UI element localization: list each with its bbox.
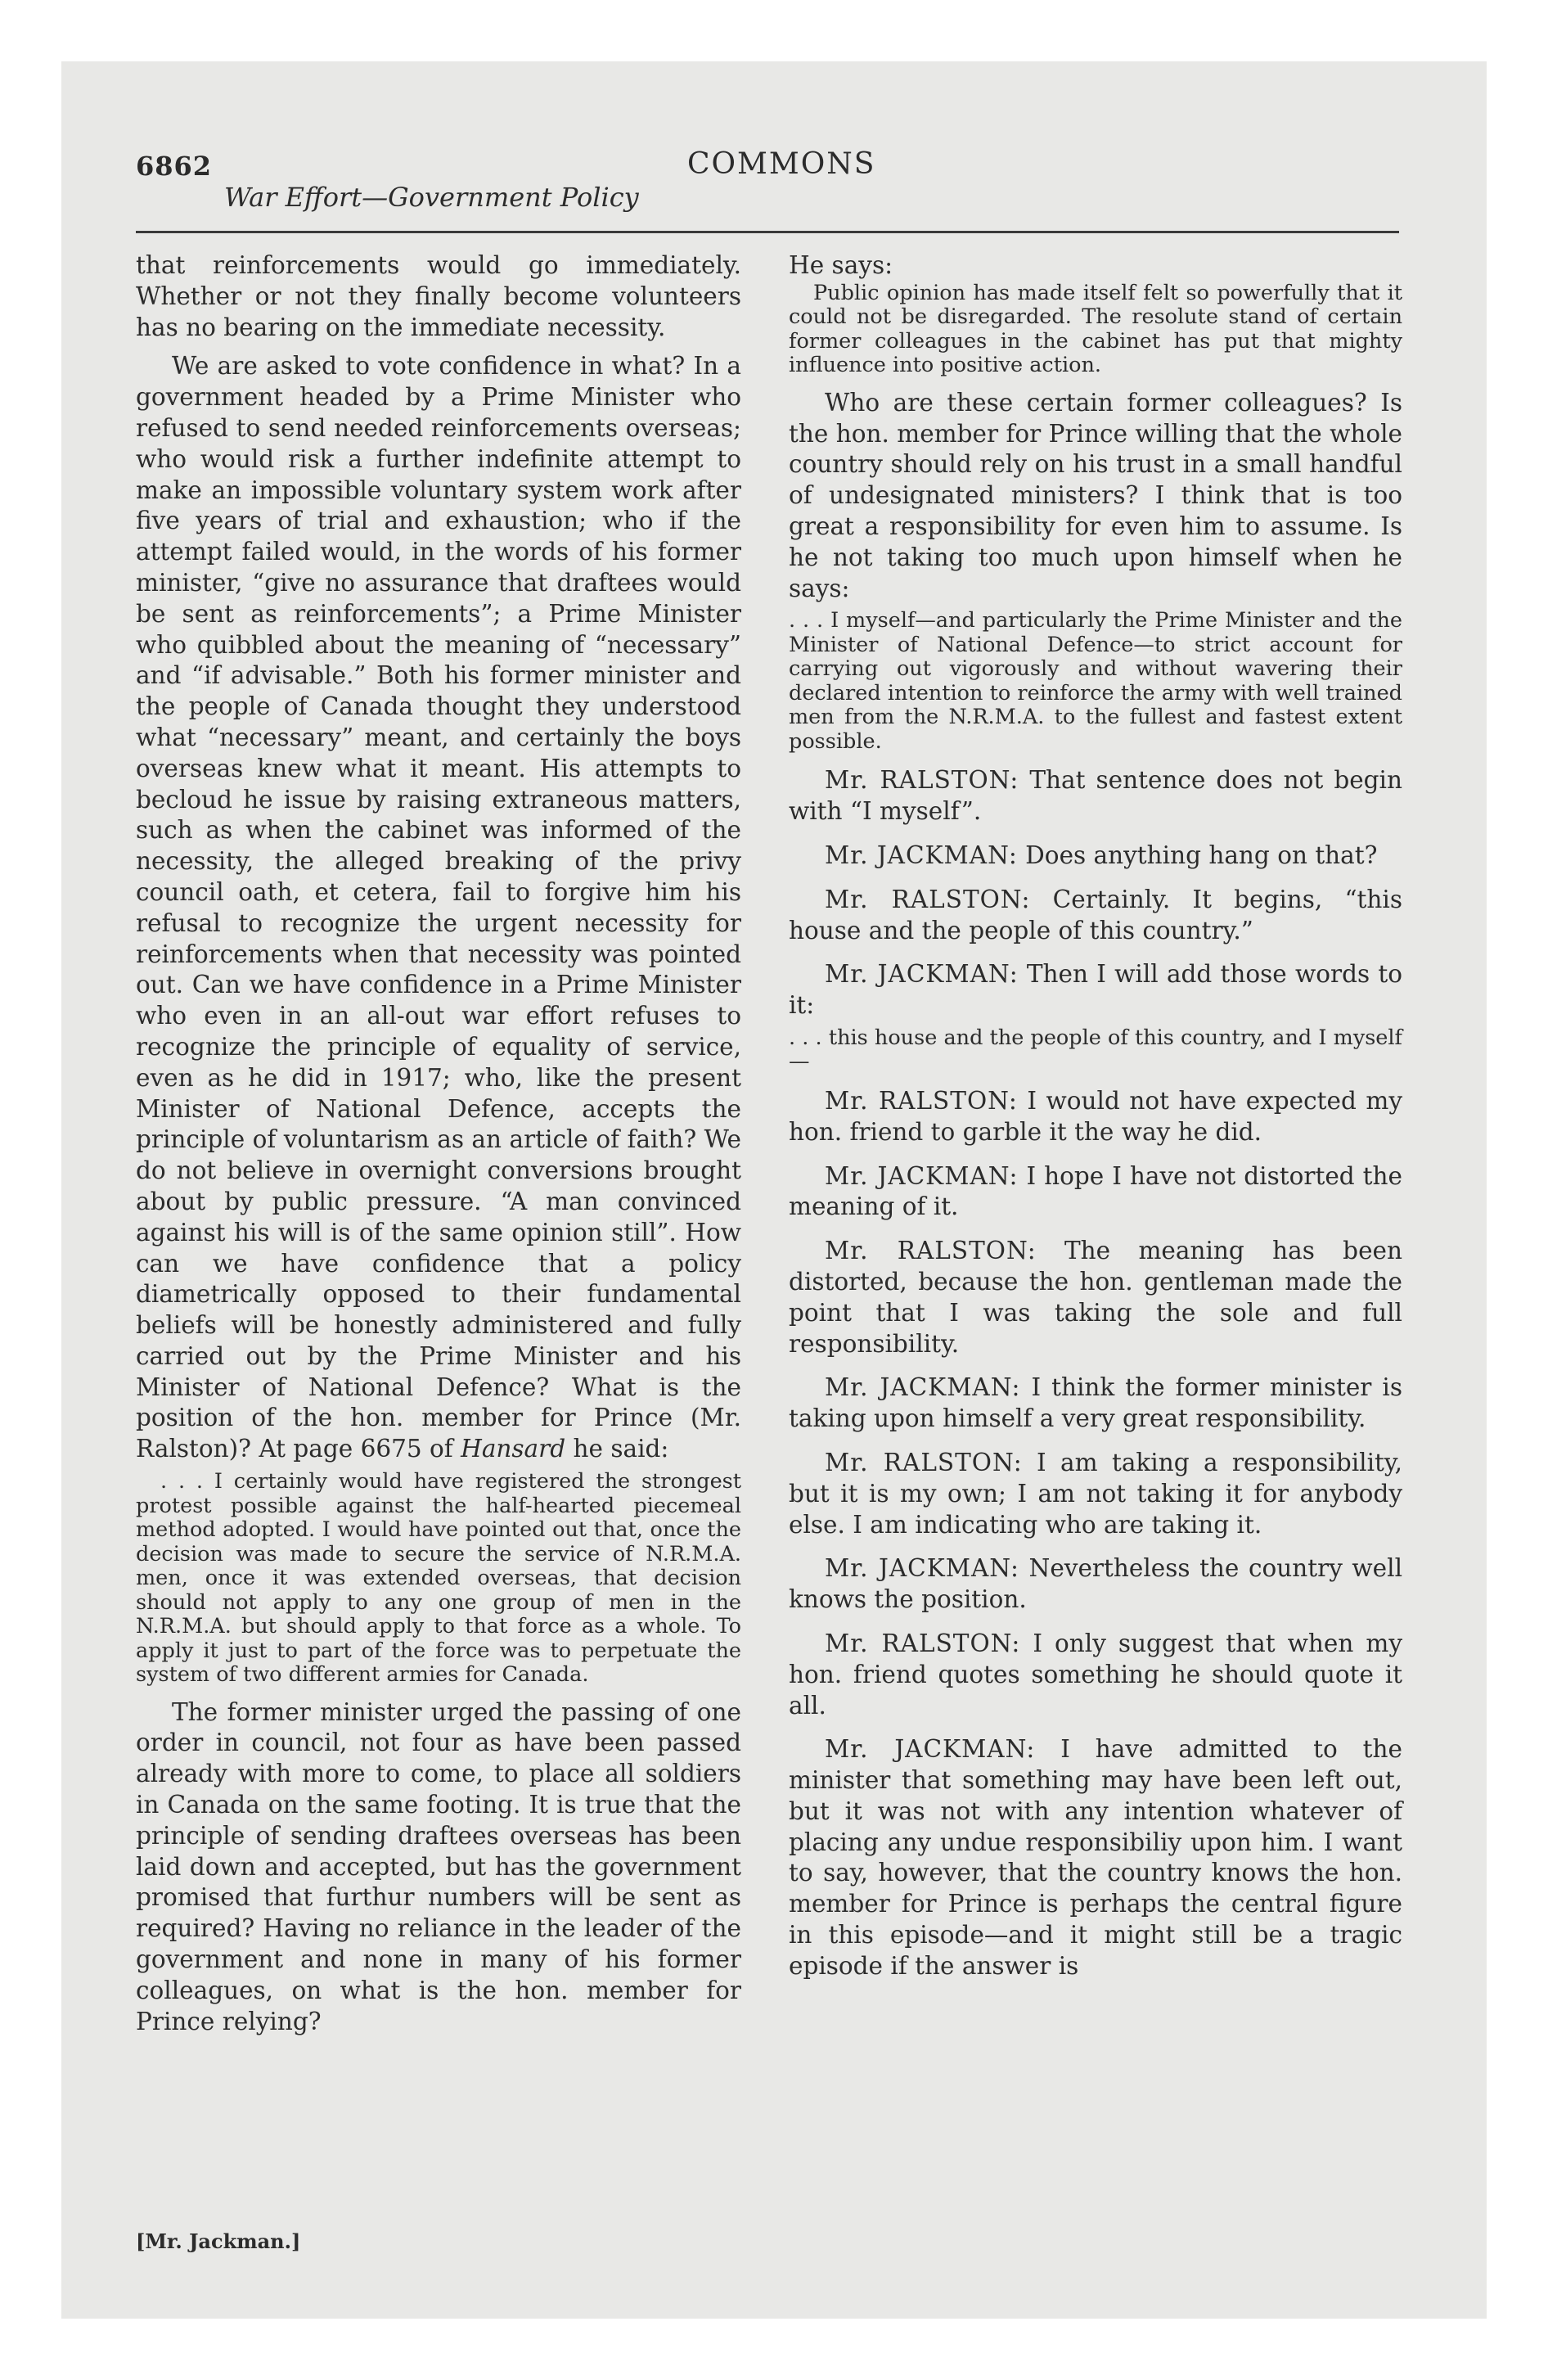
running-title: War Effort—Government Policy [224,182,639,213]
speaker-name: Mr. JACKMAN: [825,1373,1021,1402]
paragraph [136,351,741,1465]
house-name: COMMONS [687,147,876,181]
speech [789,1373,1402,1435]
speaker-name: Mr. RALSTON: [825,1086,1018,1115]
paragraph-text-end: he said: [565,1435,669,1463]
speech-text: Nevertheless the country well knows the position. [789,1554,1402,1614]
block-quote: . . . this house and the people of this country, and I myself— [789,1025,1402,1075]
speaker-name: Mr. RALSTON: [825,885,1031,913]
speech-text: The meaning has been distorted, because the hon. gentleman made the point that I was taking the sole and full responsibility. [789,1237,1402,1358]
speaker-footer: [Mr. Jackman.] [136,2229,301,2253]
paragraph: He says: [789,251,893,279]
speaker-name: Mr. JACKMAN: [825,841,1018,869]
speech [789,959,1402,1021]
speech [789,1734,1402,1981]
speech [789,1553,1402,1616]
speaker-name: Mr. JACKMAN: [825,1554,1019,1583]
speech [789,1448,1402,1540]
right-column [789,250,1402,1995]
speech-text: That sentence does not begin with “I myself”. [789,766,1402,826]
speech-text: I have admitted to the minister that something may have been left out, but it was not with any intention whatever of placing any undue responsibiliy upon him. I want to say, however, that the country knows the hon. member for Prince is perhaps the central figure in this episode—and it might still be a tragic episode if the answer is [789,1735,1402,1980]
speaker-name: Mr. JACKMAN: [825,1161,1019,1190]
speaker-name: Mr. JACKMAN: [825,960,1019,989]
paragraph: Who are these certain former colleagues? Is the hon. member for Prince willing that the whole country should rely on his trust in a small handful of undesignated ministers? I think that is too great a responsibility for even him to assume. Is he not taking too much upon himself when he says: [789,388,1402,602]
speech [789,1086,1402,1148]
page-number: 6862 [136,151,213,182]
speech-text: Does anything hang on that? [1017,841,1378,869]
speech [789,1161,1402,1224]
left-column [136,250,741,2037]
paragraph-text: We are asked to vote confidence in what? In a government headed by a Prime Minister who refused to send needed reinforcements overseas; who would risk a further indefinite attempt to make an impossible voluntary system work after five years of trial and exhaustion; who if the attempt failed would, in the words of his former minister, “give no assurance that draftees would be sent as reinforcements”; a Prime Minister who quibbled about the meaning of “necessary” and “if advisable.” Both his former minister and the people of Canada thought they understood what “necessary” meant, and certainly the boys overseas knew what it meant. His attempts to becloud he issue by raising extraneous matters, such as when the cabinet was informed of the necessity, the alleged breaking of the privy council oath, et cetera, fail to forgive him his refusal to recognize the urgent necessity for reinforcements when that necessity was pointed out. Can we have confidence in a Prime Minister who even in an all-out war effort refuses to recognize the principle of equality of service, even as he did in 1917; who, like the present Minister of National Defence, accepts the principle of voluntarism as an article of faith? We do not believe in overnight conversions brought about by public pressure. “A man convinced against his will is of the same opinion still”. How can we have confidence that a policy diametrically opposed to their fundamental beliefs will be honestly administered and fully carried out by the Prime Minister and his Minister of National Defence? What is the position of the hon. member for Prince (Mr. Ralston)? At page 6675 of [136,352,741,1463]
speech [789,765,1402,827]
speaker-name: Mr. RALSTON: [825,766,1019,795]
paragraph: The former minister urged the passing of one order in council, not four as have been passed already with more to come, to place all soldiers in Canada on the same footing. It is true that the principle of sending draftees overseas has been laid down and accepted, but has the government promised that furthur numbers will be sent as required? Having no reliance in the leader of the government and none in many of his former colleagues, on what is the hon. member for Prince relying? [136,1697,741,2035]
block-quote: . . . I certainly would have registered the strongest protest possible against the half-hearted piecemeal method adopted. I would have pointed out that, once the decision was made to secure the service of N.R.M.A. men, once it was extended overseas, that decision should not apply to any one group of men in the N.R.M.A. but should apply to that force as a whole. To apply it just to part of the force was to perpetuate the system of two different armies for Canada. [136,1469,741,1688]
speaker-name: Mr. RALSTON: [825,1448,1023,1476]
block-quote: Public opinion has made itself felt so powerfully that it could not be disregarded. The resolute stand of certain former colleagues in the cabinet has put that mighty influence into positive action. [789,280,1402,378]
speech [789,841,1402,872]
speaker-name: Mr. JACKMAN: [825,1735,1036,1764]
speech-text: I would not have expected my hon. friend to garble it the way he did. [789,1086,1402,1146]
speaker-name: Mr. RALSTON: [825,1237,1037,1265]
speech-text: I am taking a responsibility, but it is my own; I am not taking it for anybody else. I am indicating who are taking it. [789,1448,1402,1539]
speech [789,1236,1402,1359]
speech-text: I think the former minister is taking upon himself a very great responsibility. [789,1373,1402,1433]
speech-text: Then I will add those words to it: [789,960,1402,1020]
speech [789,885,1402,947]
speech-text: I only suggest that when my hon. friend quotes something he should quote it all. [789,1629,1402,1720]
speaker-name: Mr. RALSTON: [825,1629,1021,1657]
header-rule [136,231,1399,233]
paragraph: that reinforcements would go immediately. Whether or not they finally become volunteers has no bearing on the immediate necessity. [136,251,741,341]
hansard-reference: Hansard [461,1435,566,1463]
block-quote: . . . I myself—and particularly the Prime Minister and the Minister of National Defence—to strict account for carrying out vigorously and without wavering their declared intention to reinforce the army with well trained men from the N.R.M.A. to the fullest and fastest extent possible. [789,608,1402,754]
speech-text: Certainly. It begins, “this house and the people of this country.” [789,885,1402,944]
speech-text: I hope I have not distorted the meaning of it. [789,1161,1402,1221]
speech [789,1629,1402,1721]
